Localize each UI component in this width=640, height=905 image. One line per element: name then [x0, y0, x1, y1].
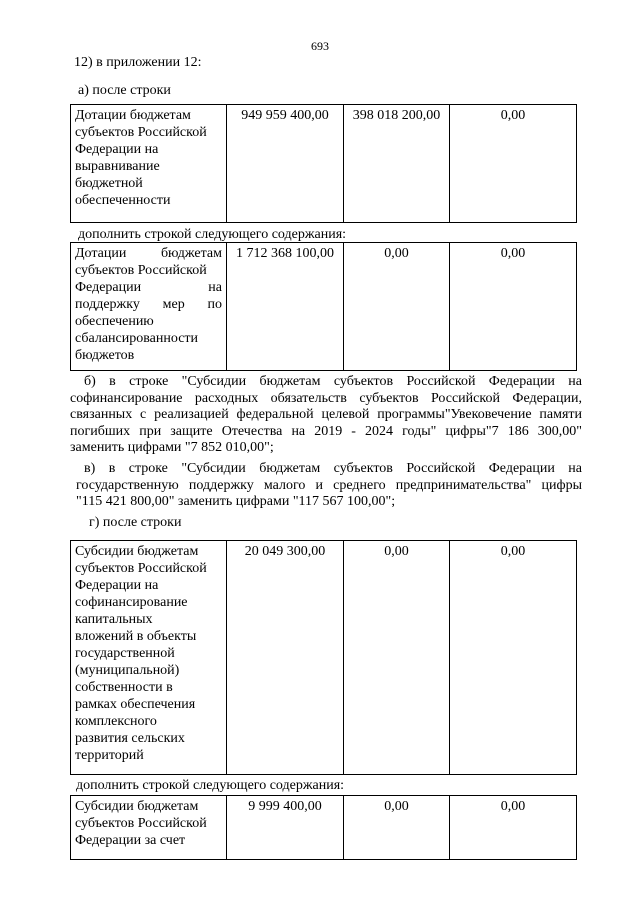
row-name-line: обеспечению [75, 314, 154, 329]
value-cell-1: 949 959 400,00 [227, 105, 344, 223]
row-name-line: вложений в объекты [75, 629, 197, 644]
row-name-line: Субсидии бюджетам [75, 544, 199, 559]
row-name-line: капитальных [75, 612, 153, 627]
row-name-line: Федерации на [75, 578, 159, 593]
supplement-text-1: дополнить строкой следующего содержания: [78, 227, 347, 242]
row-name-line: Дотации бюджетам [75, 246, 222, 261]
row-name-line: бюджетов [75, 348, 135, 363]
value-cell-1: 9 999 400,00 [227, 796, 344, 860]
item-a-text: а) после строки [78, 83, 171, 98]
value-cell-3: 0,00 [450, 796, 577, 860]
row-name-cell [71, 796, 227, 860]
item-v-line: "115 421 800,00" заменить цифрами "117 567 100,00"; [76, 494, 396, 509]
row-name-line: собственности в [75, 680, 173, 695]
table-row [71, 796, 577, 860]
row-name-line: (муниципальной) [75, 663, 180, 678]
row-name-line: субъектов Российской [75, 125, 207, 140]
value-cell-2: 0,00 [344, 541, 450, 775]
row-name-line: Субсидии бюджетам [75, 799, 199, 814]
table-row [71, 105, 577, 223]
row-name-line: субъектов Российской [75, 816, 207, 831]
item-b-line: погибших при защите Отечества на 2019 - 2024 годы" цифры"7 186 300,00" [70, 423, 582, 439]
item-b-line: связанных с реализацией федеральной целевой программы"Увековечение памяти [70, 407, 582, 422]
item-b-paragraph [70, 374, 582, 457]
table-4 [70, 795, 577, 860]
value-cell-2: 0,00 [344, 796, 450, 860]
value-cell-1: 20 049 300,00 [227, 541, 344, 775]
row-name-line: сбалансированности [75, 331, 199, 346]
value-cell-3: 0,00 [450, 105, 577, 223]
row-name-line: развития сельских [75, 731, 185, 746]
value-cell-3: 0,00 [450, 541, 577, 775]
item-b-line: софинансирование расходных обязательств субъектов Российской Федерации, [70, 390, 582, 406]
item-g-text: г) после строки [89, 515, 182, 530]
item-v-line: в) в строке "Субсидии бюджетам субъектов Российской Федерации на [84, 461, 582, 476]
row-name-cell [71, 105, 227, 223]
table-row [71, 243, 577, 371]
row-name-line: рамках обеспечения [75, 697, 196, 712]
row-name-line: бюджетной [75, 176, 143, 191]
item-b-line: заменить цифрами "7 852 010,00"; [70, 440, 274, 455]
item-b-line: б) в строке "Субсидии бюджетам субъектов Российской Федерации на [84, 374, 582, 389]
table-1 [70, 104, 577, 223]
row-name-line: государственной [75, 646, 175, 661]
row-name-line: обеспеченности [75, 193, 171, 208]
row-name-line: комплексного [75, 714, 157, 729]
row-name-cell [71, 243, 227, 371]
supplement-text-2: дополнить строкой следующего содержания: [76, 778, 345, 793]
row-name-line: софинансирование [75, 595, 188, 610]
value-cell-2: 398 018 200,00 [344, 105, 450, 223]
appendix-heading: 12) в приложении 12: [74, 55, 202, 70]
table-row [71, 541, 577, 775]
row-name-line: Федерации за счет [75, 833, 186, 848]
item-v-paragraph [70, 461, 582, 511]
row-name-line: субъектов Российской [75, 561, 207, 576]
value-cell-2: 0,00 [344, 243, 450, 371]
row-name-line: субъектов Российской [75, 263, 207, 278]
value-cell-3: 0,00 [450, 243, 577, 371]
table-3 [70, 540, 577, 775]
row-name-line: поддержку мер по [75, 297, 222, 312]
table-2 [70, 242, 577, 371]
row-name-line: территорий [75, 748, 144, 763]
row-name-line: Федерации на [75, 280, 222, 295]
row-name-cell [71, 541, 227, 775]
item-v-line: государственную поддержку малого и среднего предпринимательства" цифры [76, 477, 582, 493]
row-name-line: выравнивание [75, 159, 160, 174]
row-name-line: Федерации на [75, 142, 159, 157]
row-name-line: Дотации бюджетам [75, 108, 191, 123]
page-number: 693 [311, 39, 329, 53]
value-cell-1: 1 712 368 100,00 [227, 243, 344, 371]
